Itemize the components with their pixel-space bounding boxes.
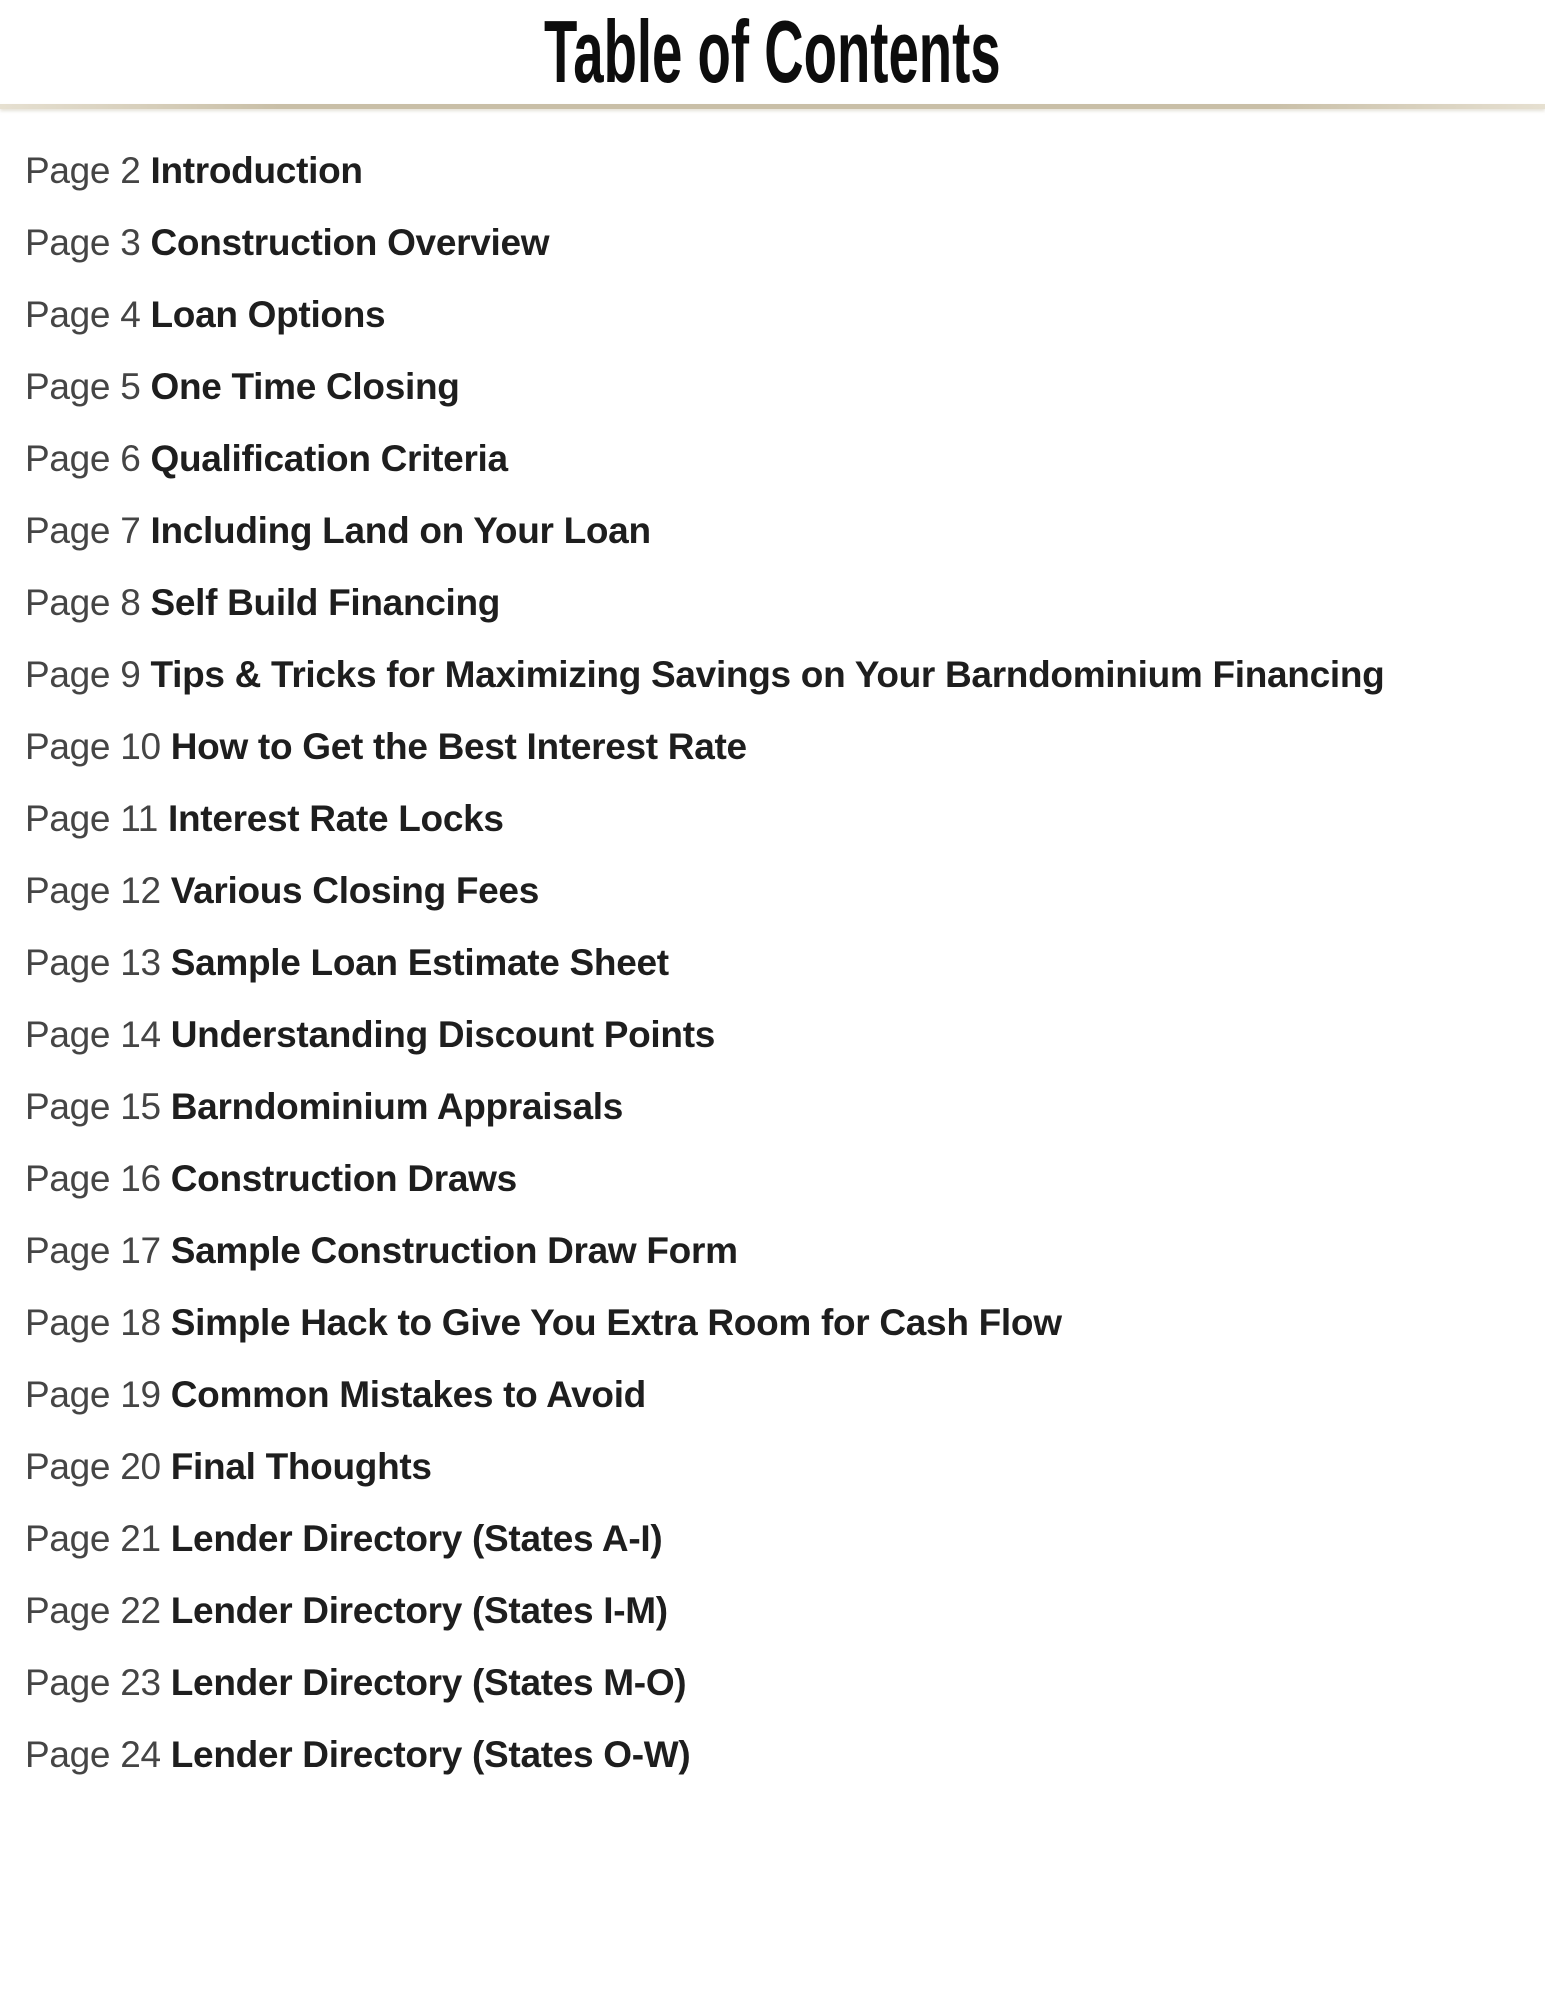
entry-title: Lender Directory (States M-O): [170, 1662, 687, 1703]
page-title: [0, 2, 1545, 101]
toc-entry: [25, 423, 1545, 495]
entry-title: Introduction: [150, 150, 363, 191]
entry-title: Sample Loan Estimate Sheet: [170, 942, 669, 983]
toc-entry: [25, 639, 1545, 711]
toc-entry: [25, 567, 1545, 639]
toc-entry: [25, 711, 1545, 783]
toc-entry: [25, 1431, 1545, 1503]
toc-entry: [25, 495, 1545, 567]
page-number-label: Page 20: [25, 1446, 161, 1487]
toc-entry: [25, 279, 1545, 351]
entry-title: Lender Directory (States I-M): [170, 1590, 668, 1631]
entry-title: Common Mistakes to Avoid: [170, 1374, 646, 1415]
page-number-label: Page 4: [25, 294, 141, 335]
toc-entry: [25, 927, 1545, 999]
toc-main: [0, 109, 1545, 1791]
entry-title: Various Closing Fees: [170, 870, 539, 911]
entry-title: Sample Construction Draw Form: [170, 1230, 738, 1271]
entry-title: How to Get the Best Interest Rate: [170, 726, 747, 767]
entry-title: Final Thoughts: [170, 1446, 432, 1487]
toc-entry: [25, 1503, 1545, 1575]
toc-entry: [25, 783, 1545, 855]
toc-list: [0, 109, 1545, 1791]
toc-entry: [25, 1287, 1545, 1359]
toc-entry: [25, 351, 1545, 423]
toc-entry: [25, 135, 1545, 207]
page-number-label: Page 23: [25, 1662, 161, 1703]
toc-entry: [25, 1143, 1545, 1215]
toc-header: [0, 0, 1545, 109]
page-number-label: Page 13: [25, 942, 161, 983]
page-number-label: Page 7: [25, 510, 141, 551]
toc-entry: [25, 207, 1545, 279]
page-number-label: Page 17: [25, 1230, 161, 1271]
toc-entry: [25, 855, 1545, 927]
toc-entry: [25, 1215, 1545, 1287]
page-number-label: Page 8: [25, 582, 141, 623]
page-number-label: Page 22: [25, 1590, 161, 1631]
entry-title: Understanding Discount Points: [170, 1014, 716, 1055]
page-number-label: Page 10: [25, 726, 161, 767]
entry-title: One Time Closing: [150, 366, 460, 407]
entry-title: Barndominium Appraisals: [170, 1086, 624, 1127]
page-number-label: Page 14: [25, 1014, 161, 1055]
page-number-label: Page 18: [25, 1302, 161, 1343]
entry-title: Simple Hack to Give You Extra Room for Cash Flow: [170, 1302, 1062, 1343]
page-number-label: Page 11: [25, 798, 159, 839]
page-number-label: Page 24: [25, 1734, 161, 1775]
entry-title: Lender Directory (States O-W): [170, 1734, 691, 1775]
entry-title: Qualification Criteria: [150, 438, 508, 479]
entry-title: Lender Directory (States A-I): [170, 1518, 663, 1559]
page-number-label: Page 16: [25, 1158, 161, 1199]
page-number-label: Page 3: [25, 222, 141, 263]
entry-title: Including Land on Your Loan: [150, 510, 651, 551]
toc-entry: [25, 1575, 1545, 1647]
page-number-label: Page 12: [25, 870, 161, 911]
page-number-label: Page 9: [25, 654, 141, 695]
entry-title: Interest Rate Locks: [168, 798, 504, 839]
entry-title: Construction Overview: [150, 222, 550, 263]
toc-entry: [25, 1359, 1545, 1431]
page-number-label: Page 19: [25, 1374, 161, 1415]
entry-title: Loan Options: [150, 294, 386, 335]
page-number-label: Page 2: [25, 150, 141, 191]
toc-entry: [25, 1647, 1545, 1719]
toc-entry: [25, 999, 1545, 1071]
page-title-text: Table of Contents: [544, 2, 1001, 101]
page-number-label: Page 21: [25, 1518, 161, 1559]
page-number-label: Page 5: [25, 366, 141, 407]
toc-entry: [25, 1071, 1545, 1143]
entry-title: Tips & Tricks for Maximizing Savings on Your Barndominium Financing: [150, 654, 1385, 695]
entry-title: Construction Draws: [170, 1158, 517, 1199]
page-number-label: Page 6: [25, 438, 141, 479]
toc-entry: [25, 1719, 1545, 1791]
entry-title: Self Build Financing: [150, 582, 501, 623]
page-number-label: Page 15: [25, 1086, 161, 1127]
